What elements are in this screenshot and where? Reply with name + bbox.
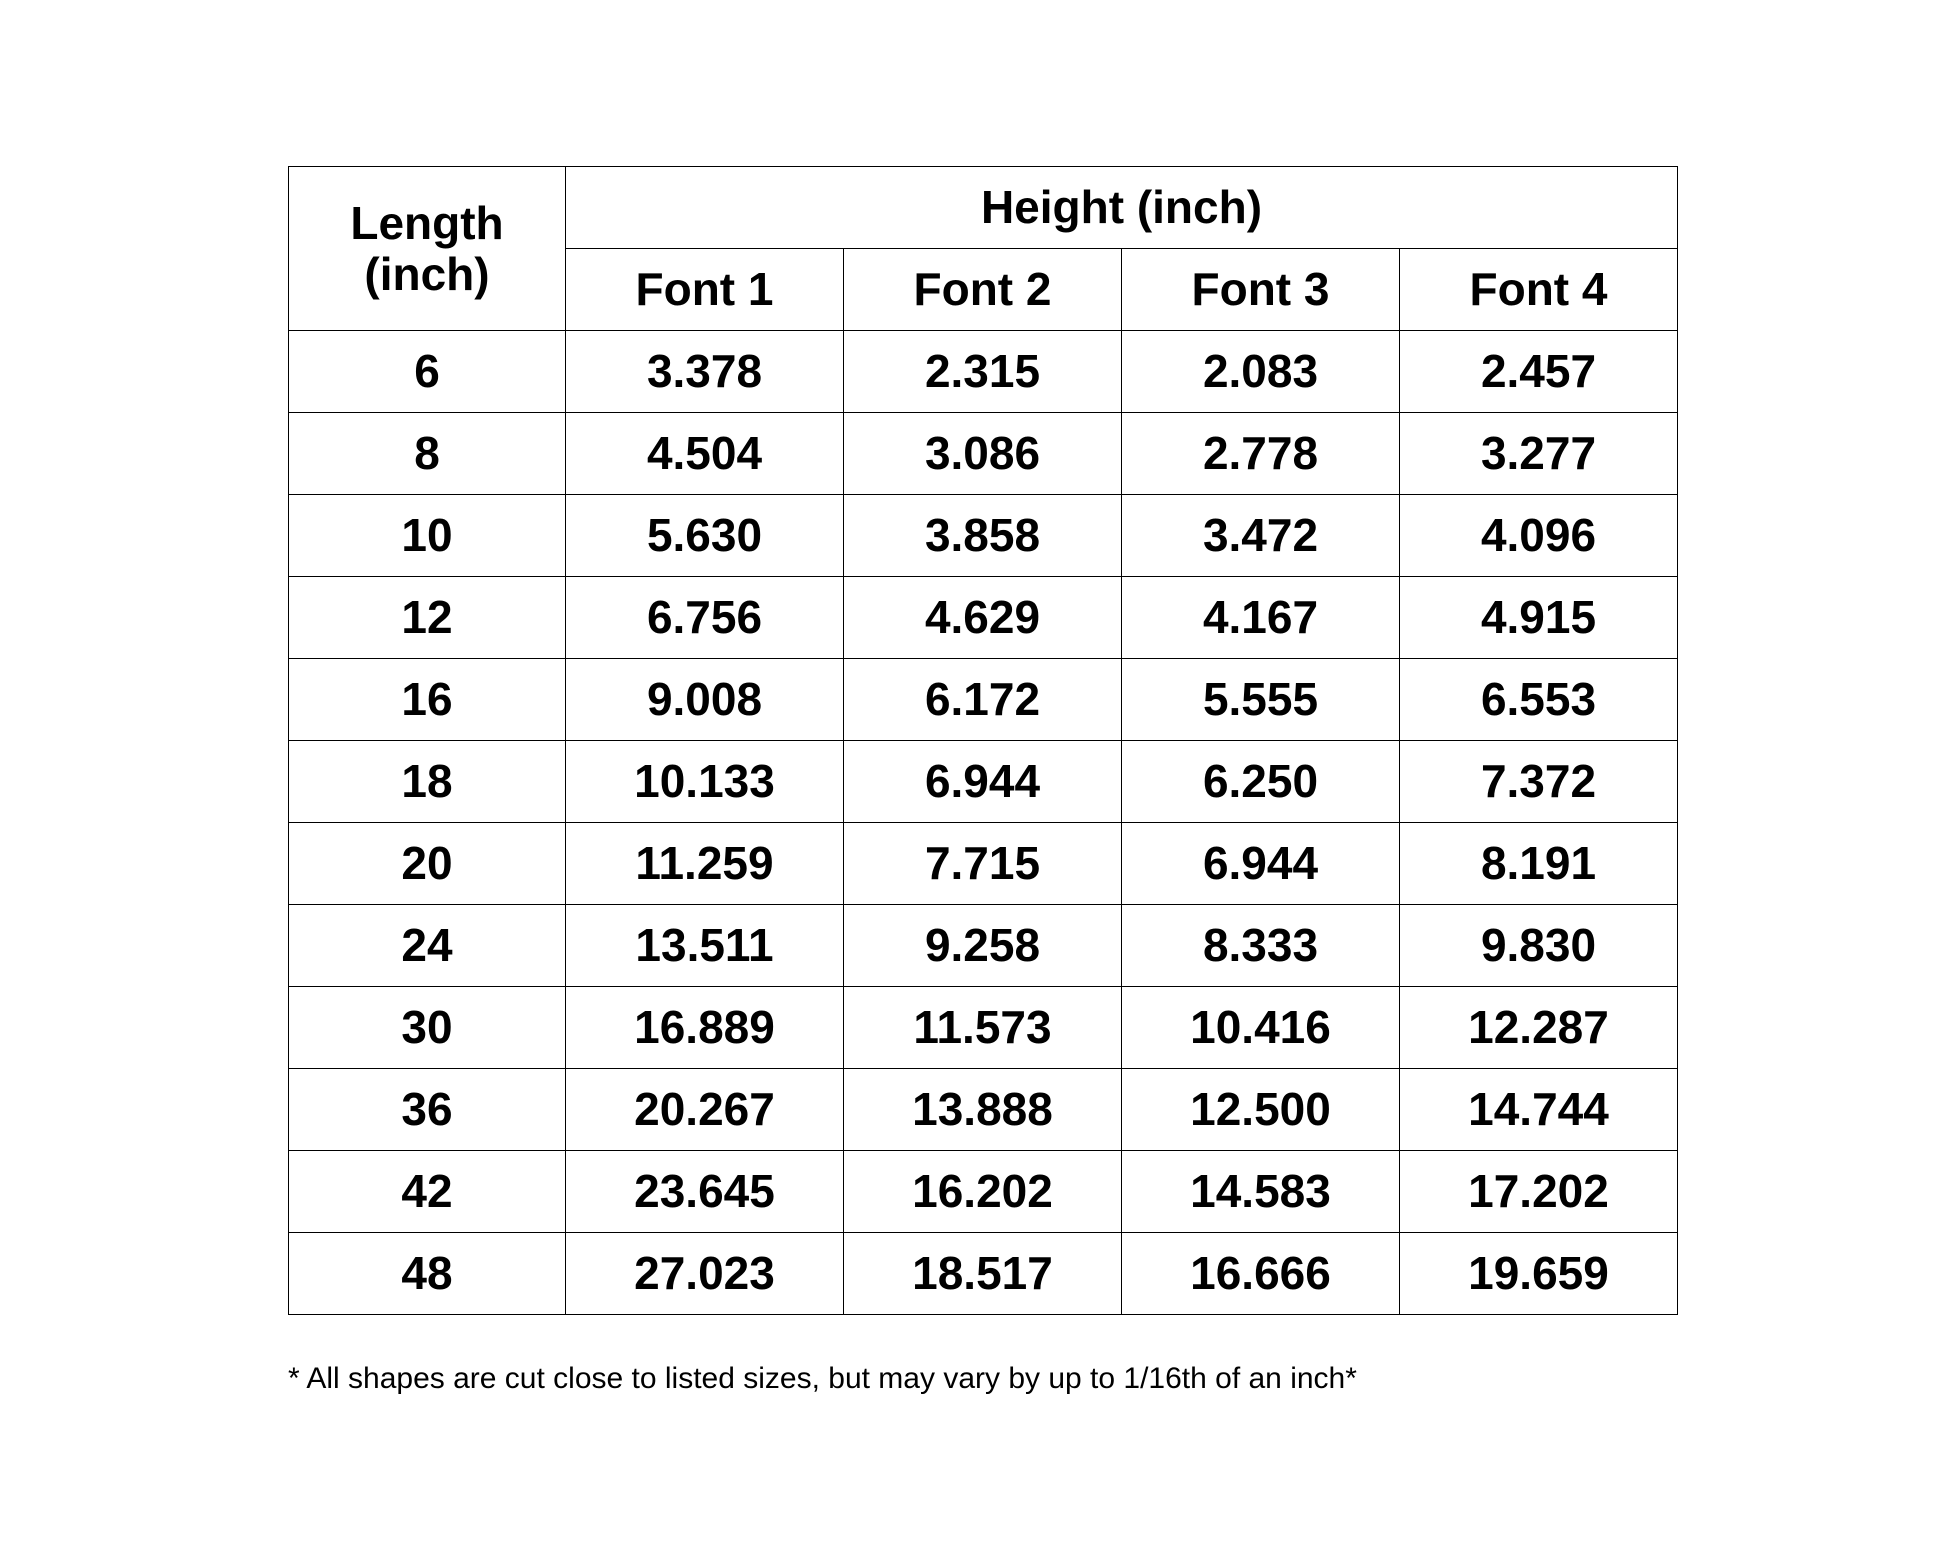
height-cell-font-4: 4.096: [1400, 495, 1678, 577]
height-cell-font-3: 10.416: [1122, 987, 1400, 1069]
table-row: [289, 413, 1678, 495]
height-cell-font-2: 16.202: [844, 1151, 1122, 1233]
table-row: [289, 905, 1678, 987]
table-row: [289, 823, 1678, 905]
height-cell-font-2: 3.086: [844, 413, 1122, 495]
height-cell-font-2: 13.888: [844, 1069, 1122, 1151]
height-cell-font-1: 3.378: [566, 331, 844, 413]
table-body: [289, 331, 1678, 1315]
height-cell-font-2: 9.258: [844, 905, 1122, 987]
height-cell-font-3: 2.083: [1122, 331, 1400, 413]
height-cell-font-1: 10.133: [566, 741, 844, 823]
height-cell-font-2: 18.517: [844, 1233, 1122, 1315]
length-cell: 24: [289, 905, 566, 987]
height-cell-font-4: 8.191: [1400, 823, 1678, 905]
length-cell: 30: [289, 987, 566, 1069]
height-cell-font-3: 3.472: [1122, 495, 1400, 577]
length-cell: 36: [289, 1069, 566, 1151]
height-cell-font-4: 3.277: [1400, 413, 1678, 495]
table-row: [289, 331, 1678, 413]
height-cell-font-2: 2.315: [844, 331, 1122, 413]
height-cell-font-4: 12.287: [1400, 987, 1678, 1069]
length-cell: 20: [289, 823, 566, 905]
length-cell: 48: [289, 1233, 566, 1315]
table-row: [289, 577, 1678, 659]
length-cell: 8: [289, 413, 566, 495]
height-cell-font-2: 6.172: [844, 659, 1122, 741]
height-cell-font-3: 14.583: [1122, 1151, 1400, 1233]
column-header-font-4: Font 4: [1400, 249, 1678, 331]
height-cell-font-3: 2.778: [1122, 413, 1400, 495]
height-cell-font-1: 27.023: [566, 1233, 844, 1315]
column-header-font-1: Font 1: [566, 249, 844, 331]
height-cell-font-4: 4.915: [1400, 577, 1678, 659]
length-cell: 42: [289, 1151, 566, 1233]
length-cell: 10: [289, 495, 566, 577]
table-row: [289, 1233, 1678, 1315]
height-cell-font-3: 6.250: [1122, 741, 1400, 823]
height-cell-font-4: 6.553: [1400, 659, 1678, 741]
table-row: [289, 1069, 1678, 1151]
height-cell-font-4: 17.202: [1400, 1151, 1678, 1233]
length-cell: 16: [289, 659, 566, 741]
footnote: * All shapes are cut close to listed sizes, but may vary by up to 1/16th of an inch*: [288, 1362, 1357, 1395]
height-cell-font-2: 4.629: [844, 577, 1122, 659]
length-cell: 12: [289, 577, 566, 659]
length-cell: 18: [289, 741, 566, 823]
header-row-1: [289, 167, 1678, 249]
height-cell-font-1: 20.267: [566, 1069, 844, 1151]
height-cell-font-2: 6.944: [844, 741, 1122, 823]
size-table: [288, 166, 1678, 1315]
height-cell-font-1: 6.756: [566, 577, 844, 659]
table-row: [289, 987, 1678, 1069]
height-cell-font-1: 13.511: [566, 905, 844, 987]
height-cell-font-3: 4.167: [1122, 577, 1400, 659]
height-cell-font-1: 4.504: [566, 413, 844, 495]
height-cell-font-3: 12.500: [1122, 1069, 1400, 1151]
height-cell-font-3: 5.555: [1122, 659, 1400, 741]
height-cell-font-3: 8.333: [1122, 905, 1400, 987]
length-cell: 6: [289, 331, 566, 413]
height-cell-font-3: 16.666: [1122, 1233, 1400, 1315]
height-cell-font-4: 9.830: [1400, 905, 1678, 987]
height-cell-font-1: 5.630: [566, 495, 844, 577]
length-header-line-1: Length: [350, 196, 504, 249]
table-row: [289, 659, 1678, 741]
height-group-header: Height (inch): [566, 167, 1678, 249]
column-header-font-2: Font 2: [844, 249, 1122, 331]
height-cell-font-2: 11.573: [844, 987, 1122, 1069]
length-column-header: [289, 167, 566, 331]
length-header-line-2: (inch): [364, 247, 490, 300]
height-cell-font-3: 6.944: [1122, 823, 1400, 905]
height-cell-font-1: 16.889: [566, 987, 844, 1069]
table-row: [289, 1151, 1678, 1233]
height-cell-font-4: 19.659: [1400, 1233, 1678, 1315]
table-row: [289, 741, 1678, 823]
column-header-font-3: Font 3: [1122, 249, 1400, 331]
height-cell-font-2: 7.715: [844, 823, 1122, 905]
height-cell-font-1: 9.008: [566, 659, 844, 741]
height-cell-font-4: 7.372: [1400, 741, 1678, 823]
height-cell-font-1: 23.645: [566, 1151, 844, 1233]
height-cell-font-4: 2.457: [1400, 331, 1678, 413]
height-cell-font-4: 14.744: [1400, 1069, 1678, 1151]
table-row: [289, 495, 1678, 577]
height-cell-font-2: 3.858: [844, 495, 1122, 577]
size-chart: [288, 166, 1678, 1315]
height-cell-font-1: 11.259: [566, 823, 844, 905]
